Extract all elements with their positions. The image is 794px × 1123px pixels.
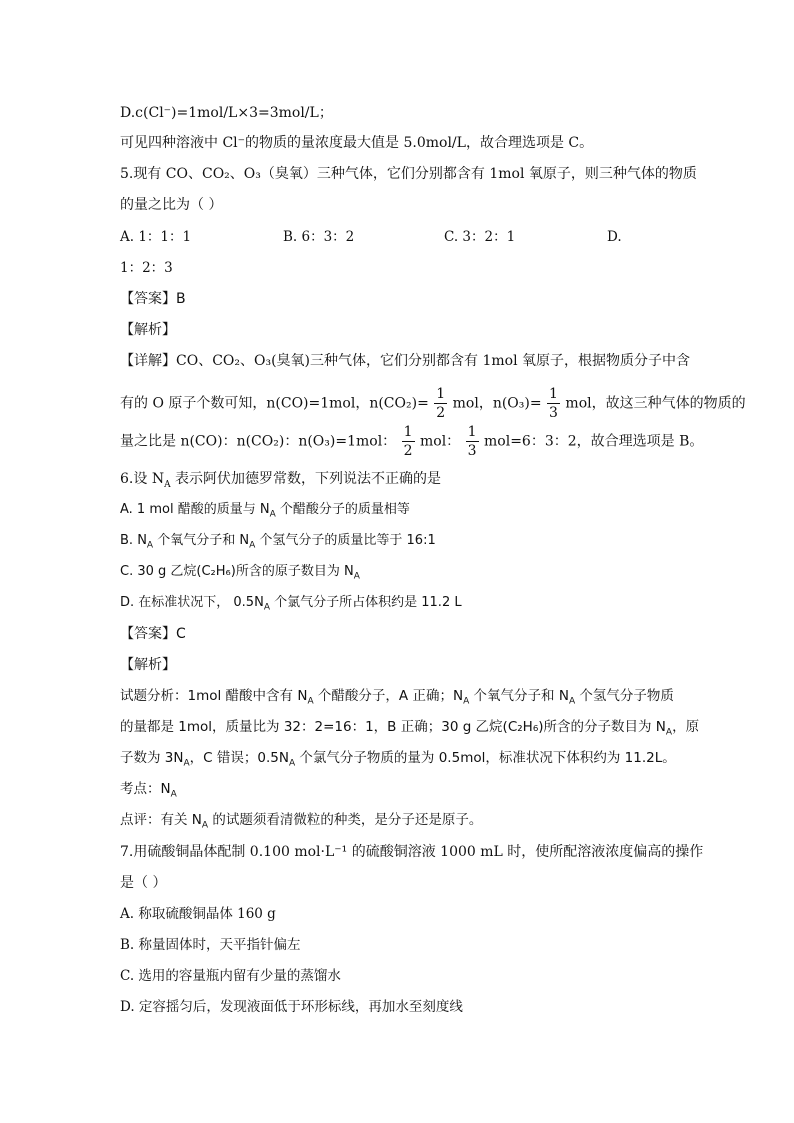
option-a: A. 1 mol 醋酸的质量与 $N_A$ 个醋酸分子的质量相等 [120, 502, 410, 520]
text-segment: mol： [420, 433, 461, 450]
detail-line-fraction [120, 423, 703, 460]
text-line: 可见四种溶液中 Cl⁻的物质的量浓度最大值是 5.0mol/L，故合理选项是 C。 [120, 135, 594, 151]
text-segment: mol=6：3：2，故合理选项是 B。 [484, 433, 704, 450]
option-b: B. $N_A$ 个氧气分子和 $N_A$ 个氢气分子的质量比等于 16:1 [120, 533, 436, 551]
fraction-denominator: 2 [403, 443, 413, 459]
analysis-line: 的量都是 1mol，质量比为 32：2=16：1，B 正确；30 g 乙烷(C₂H₆)所含的分子数目为 $N_A$，原 [120, 719, 700, 738]
text-segment: mol，n(O₃)= [452, 395, 542, 412]
detail-line-fraction [120, 385, 746, 422]
analysis-label: 【解析】 [120, 657, 176, 673]
fraction-denominator: 3 [467, 443, 477, 459]
option-c: C. 3：2：1 [444, 229, 516, 245]
option-d-value: 1：2：3 [120, 260, 173, 276]
fraction-third [466, 423, 479, 460]
option-d: D. [607, 229, 622, 245]
question-7-stem: 7.用硫酸铜晶体配制 0.100 mol·L⁻¹ 的硫酸铜溶液 1000 mL 时，使所配溶液浓度偏高的操作 [120, 844, 704, 860]
question-5-stem: 5.现有 CO、CO₂、O₃（臭氧）三种气体，它们分别都含有 1mol 氧原子，则三种气体的物质 [120, 166, 697, 182]
option-a: A. 1：1：1 [120, 229, 192, 245]
fraction-numerator: 1 [403, 424, 413, 440]
option-c: C. 选用的容量瓶内留有少量的蒸馏水 [120, 968, 341, 984]
analysis-line: 子数为 $3N_A$，C 错误；$0.5N_A$ 个氯气分子物质的量为 0.5mol，标准状况下体积约为 11.2L。 [120, 750, 676, 769]
comment: 点评：有关 $N_A$ 的试题须看清微粒的种类，是分子还是原子。 [120, 812, 483, 831]
answer-label: 【答案】C [120, 626, 186, 642]
fraction-numerator: 1 [436, 386, 446, 402]
option-b: B. 称量固体时，天平指针偏左 [120, 937, 301, 953]
detail-line: 【详解】CO、CO₂、O₃(臭氧)三种气体，它们分别都含有 1mol 氧原子，根据物质分子中含 [120, 353, 690, 369]
question-5-stem: 的量之比为（ ） [120, 197, 223, 213]
fraction-denominator: 3 [549, 405, 558, 421]
text-segment: 量之比是 n(CO)：n(CO₂)：n(O₃)=1mol： [120, 433, 397, 450]
fraction-third [547, 385, 560, 422]
answer-label: 【答案】B [120, 291, 186, 307]
text-segment: 有的 O 原子个数可知，n(CO)=1mol，n(CO₂)= [120, 395, 429, 412]
analysis-line: 试题分析：1mol 醋酸中含有 $N_A$ 个醋酸分子，A 正确；$N_A$ 个氧气分子和 $N_A$ 个氢气分子物质 [120, 688, 674, 707]
text-line: D.c(Cl⁻)=1mol/L×3=3mol/L； [120, 105, 333, 121]
fraction-half [434, 385, 447, 422]
fraction-half [402, 423, 415, 460]
question-7-stem: 是（ ） [120, 875, 167, 891]
analysis-label: 【解析】 [120, 322, 176, 338]
option-d: D. 定容摇匀后，发现液面低于环形标线，再加水至刻度线 [120, 999, 463, 1015]
option-a: A. 称取硫酸铜晶体 160 g [120, 906, 276, 922]
option-c: C. 30 g 乙烷(C₂H₆)所含的原子数目为 $N_A$ [120, 564, 360, 582]
key-point: 考点：$N_A$ [120, 781, 177, 800]
option-b: B. 6：3：2 [283, 229, 355, 245]
fraction-denominator: 2 [436, 405, 446, 421]
text-segment: mol，故这三种气体的物质的 [565, 395, 746, 412]
fraction-numerator: 1 [467, 424, 477, 440]
option-d: D. 在标准状况下， $0.5N_A$ 个氯气分子所占体积约是 11.2 L [120, 595, 462, 613]
fraction-numerator: 1 [549, 386, 558, 402]
question-6-stem: 6.设 $N_A$ 表示阿伏加德罗常数，下列说法不正确的是 [120, 471, 442, 490]
